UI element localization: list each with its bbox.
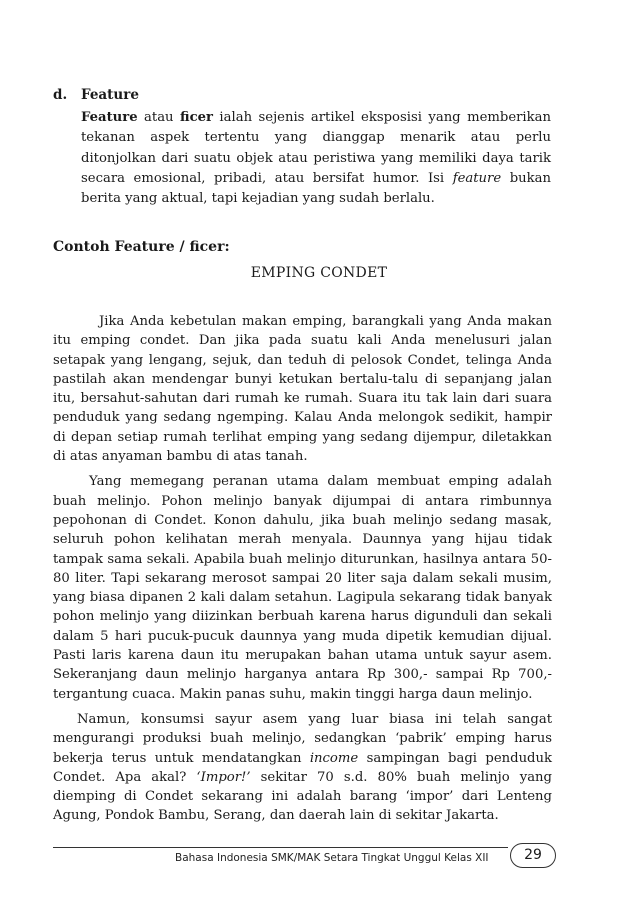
intro-term-feature: Feature	[81, 110, 138, 125]
article-paragraph-1: Jika Anda kebetulan makan emping, barangkali yang Anda makan itu emping condet. Dan jika pada suatu kali Anda menelusuri jalan setapak yang lengang, sejuk, dan teduh di pelosok Condet, telinga Anda pastilah akan mendengar bunyi ketukan bertalu-talu di sepanjang jalan itu, bersahut-sahutan dari rumah ke rumah. Suara itu tak lain dari suara penduduk yang sedang ngemping. Kalau Anda melongok sedikit, hampir di depan setiap rumah terlihat emping yang sedang dijempur, diletakkan di atas anyaman bambu di atas tanah.	[53, 314, 552, 465]
intro-paragraph	[81, 108, 551, 209]
paragraph-3-italic-impor: ‘Impor!’	[196, 769, 251, 785]
paragraph-3-text-3: sekitar 70 s.d. 80% buah melinjo yang diemping di Condet sekarang ini adalah barang ‘impor’ dari Lenteng Agung, Pondok Bambu, Serang, dan daerah lain di sekitar Jakarta.	[53, 769, 552, 824]
footer-book-title: Bahasa Indonesia SMK/MAK Setara Tingkat Unggul Kelas XII	[175, 852, 489, 864]
intro-term-feature-italic: feature	[452, 170, 502, 186]
footer-rule	[53, 847, 508, 848]
paragraph-3-italic-income: income	[309, 750, 359, 766]
page-number: 29	[510, 843, 556, 868]
article-title: EMPING CONDET	[250, 265, 388, 281]
section-title: Feature	[81, 87, 139, 103]
paragraph-3-text-2: sampingan bagi penduduk Condet. Apa akal?	[53, 750, 552, 785]
intro-text-3: bukan berita yang aktual, tapi kejadian yang sudah berlalu.	[81, 170, 551, 207]
article-body	[53, 312, 552, 832]
intro-text-2: ialah sejenis artikel eksposisi yang memberikan tekanan aspek tertentu yang dianggap menarik atau perlu ditonjolkan dari suatu objek atau peristiwa yang memiliki daya tarik secara emosional, pribadi, atau bersifat humor. Isi	[81, 110, 551, 186]
article-paragraph-2: Yang memegang peranan utama dalam membuat emping adalah buah melinjo. Pohon melinjo banyak dijumpai di antara rimbunnya pepohonan di Condet. Konon dahulu, jika buah melinjo sedang masak, seluruh pohon kelihatan merah menyala. Daunnya yang hijau tidak tampak sama sekali. Apabila buah melinjo diturunkan, hasilnya antara 50-80 liter. Tapi sekarang merosot sampai 20 liter saja dalam sekali musim, yang biasa dipanen 2 kali dalam setahun. Lagipula sekarang tidak banyak pohon melinjo yang diizinkan berbuah karena harus digunduli dan sekali dalam 5 hari pucuk-pucuk daunnya yang muda dipetik kemudian dijual. Pasti laris karena daun itu merupakan bahan utama untuk sayur asem. Sekeranjang daun melinjo harganya antara Rp 300,- sampai Rp 700,- tergantung cuaca. Makin panas suhu, makin tinggi harga daun melinjo.	[53, 474, 552, 702]
article-paragraph-3	[53, 710, 552, 826]
section-heading	[53, 86, 139, 104]
section-letter: d.	[53, 87, 68, 103]
intro-text-1: atau	[137, 110, 180, 125]
intro-term-ficer: ficer	[180, 110, 213, 125]
example-heading: Contoh Feature / ficer:	[53, 239, 230, 255]
paragraph-3-text-1: Namun, konsumsi sayur asem yang luar biasa ini telah sangat mengurangi produksi buah melinjo, sedangkan ‘pabrik’ emping harus bekerja terus untuk mendatangkan	[53, 711, 552, 766]
